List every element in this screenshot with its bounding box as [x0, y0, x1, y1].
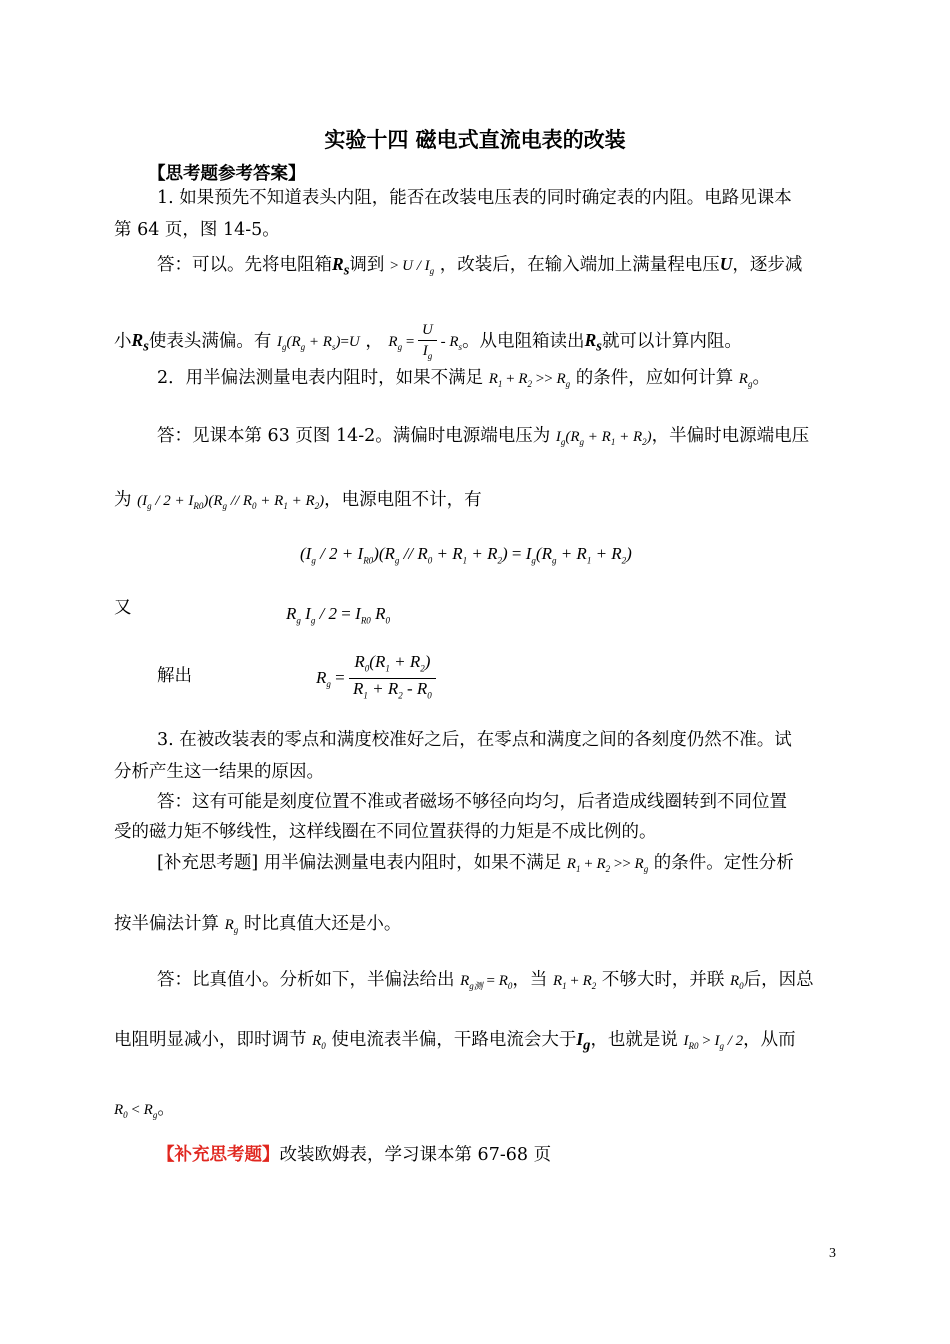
- q2-answer-line-2: 为 $(I_g / 2 + I_{R0})(R_g // R_0 + R_1 + R_2)$，电源电阻不计，有: [114, 490, 482, 511]
- formula-r1-r2-gg-rg: $R_1 + R_2 >> R_g$: [488, 371, 571, 389]
- formula-ig: $I_g$: [576, 1029, 591, 1054]
- equation-voltage-balance: $(I_g / 2 + I_{R0})(R_g // R_0 + R_1 + R_2) = I_g(R_g + R_1 + R_2)$: [300, 544, 632, 566]
- formula-r1-plus-r2: $R_1 + R_2$: [552, 973, 597, 991]
- page-title: 实验十四 磁电式直流电表的改装: [324, 128, 626, 152]
- formula-rs: $R_s$: [332, 254, 350, 279]
- supplement-answer-line-3: $R_0 < R_g$。: [114, 1099, 175, 1120]
- q2-answer-line-1: 答：见课本第 63 页图 14-2。满偏时电源端电压为 $I_g(R_g + R_1 + R_2)$，半偏时电源端电压: [157, 426, 810, 447]
- q1-question-line-1: 1. 如果预先不知道表头内阻，能否在改装电压表的同时确定表的内阻。电路见课本: [157, 188, 792, 208]
- again-label: 又: [114, 598, 132, 618]
- q1-answer-line-2: 小$R_s$使表头满偏。有 $I_g(R_g + R_s)=U$ ， $R_g$ = $\frac{U}{I_g}$ - $R_s$。从电阻箱读出$R_s$就可以计算内阻。: [114, 322, 742, 361]
- formula-rs: $R_s$: [584, 330, 602, 355]
- equation-current-split: $R_g$ $I_g / 2 = I_{R0}$ $R_0$: [286, 604, 390, 626]
- solve-label: 解出: [157, 666, 192, 686]
- equation-rg-result: $R_g$ = $\frac{R_0(R_1 + R_2)}{R_1 + R_2 - R_0}$: [316, 652, 436, 706]
- formula-half-voltage: $(I_g / 2 + I_{R0})(R_g // R_0 + R_1 + R_2)$: [137, 493, 325, 511]
- formula-u: U: [719, 254, 733, 274]
- q3-answer-line-2: 受的磁力矩不够线性，这样线圈在不同位置获得的力矩是不成比例的。: [114, 822, 657, 842]
- supplement-question-line-1: [补充思考题] 用半偏法测量电表内阻时，如果不满足 $R_1 + R_2 >> R_g$ 的条件。定性分析: [157, 853, 794, 874]
- page-number: 3: [829, 1246, 836, 1261]
- q2-question-line: 2．用半偏法测量电表内阻时，如果不满足 $R_1 + R_2 >> R_g$ 的条件，应如何计算 $R_g$。: [157, 368, 770, 389]
- q3-question-line-1: 3. 在被改装表的零点和满度校准好之后，在零点和满度之间的各刻度仍然不准。试: [157, 730, 792, 750]
- formula-rg: $R_g$: [738, 371, 753, 389]
- formula-rg-solution: $R_g$ = $\frac{U}{I_g}$ - $R_s$: [388, 322, 463, 361]
- q1-answer-line-1: 答：可以。先将电阻箱$R_s$调到 > U / $I_g$ ，改装后，在输入端加上满量程电压U，逐步减: [157, 254, 803, 279]
- supplement-question-line-2: 按半偏法计算 $R_g$ 时比真值大还是小。: [114, 914, 402, 935]
- supplement-answer-line-1: 答：比真值小。分析如下，半偏法给出 $R_{g测} = R_0$，当 $R_1 + R_2$ 不够大时，并联 $R_0$后，因总: [157, 970, 814, 991]
- formula-r0: $R_0$: [729, 973, 744, 991]
- extra-question-line: 【补充思考题】改装欧姆表，学习课本第 67-68 页: [157, 1145, 552, 1165]
- formula-rs: $R_s$: [131, 330, 149, 355]
- formula-ig-sum: $I_g(R_g + R_s)=U$: [276, 334, 360, 353]
- formula-rg: $R_g$: [224, 917, 239, 935]
- extra-question-label: 【补充思考题】: [157, 1145, 280, 1165]
- q3-answer-line-1: 答：这有可能是刻度位置不准或者磁场不够径向均匀，后者造成线圈转到不同位置: [157, 792, 787, 812]
- formula-full-voltage: $I_g(R_g + R_1 + R_2)$: [555, 429, 652, 447]
- q3-question-line-2: 分析产生这一结果的原因。: [114, 762, 324, 782]
- answers-heading: 【思考题参考答案】: [148, 164, 306, 184]
- formula-u-over-ig: > U / $I_g$: [389, 258, 435, 276]
- q1-question-line-2: 第 64 页，图 14-5。: [114, 220, 280, 240]
- supplement-answer-line-2: 电阻明显减小，即时调节 $R_0$ 使电流表半偏，干路电流会大于$I_g$，也就是说 $I_{R0} > I_g / 2$，从而: [114, 1029, 796, 1054]
- formula-r0: $R_0$: [312, 1033, 326, 1051]
- formula-r1-r2-gg-rg: $R_1 + R_2 >> R_g$: [566, 856, 649, 874]
- formula-r0-lt-rg: $R_0 < R_g$: [114, 1102, 158, 1120]
- formula-ir0-gt-ig-half: $I_{R0} > I_g / 2$: [683, 1033, 744, 1051]
- formula-rg-measured: $R_{g测} = R_0$: [460, 973, 513, 991]
